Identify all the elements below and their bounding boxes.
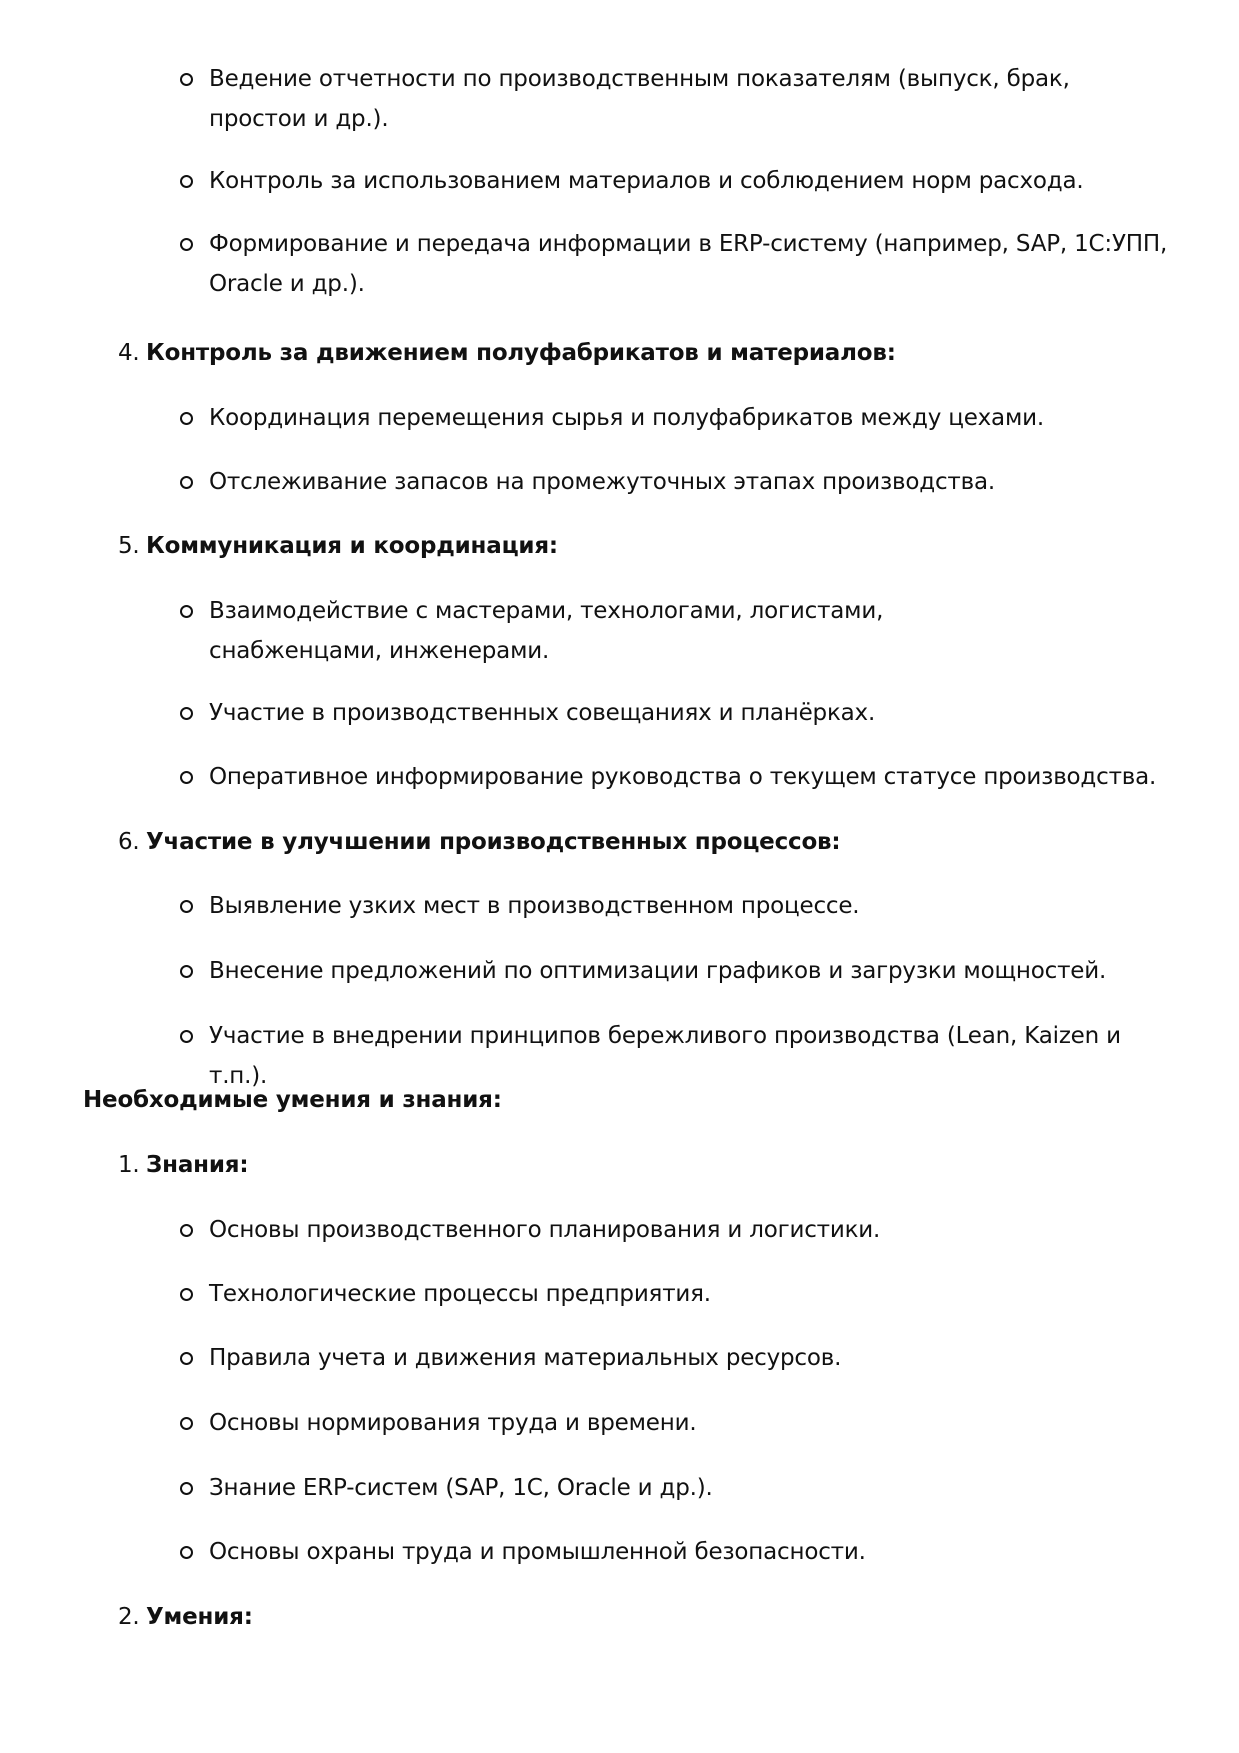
list-item-text: Участие в внедрении принципов бережливого производства (Lean, Kaizen и т.п.). [209, 1023, 1121, 1089]
bullet-icon [180, 1482, 193, 1495]
list-item-text: Отслеживание запасов на промежуточных этапах производства. [209, 469, 995, 495]
list-item-text: Координация перемещения сырья и полуфабрикатов между цехами. [209, 405, 1044, 431]
numbered-heading [118, 333, 896, 373]
list-item-text: Основы охраны труда и промышленной безопасности. [209, 1539, 866, 1565]
list-item-text: Ведение отчетности по производственным показателям (выпуск, брак, простои и др.). [209, 66, 1070, 132]
list-item-text: Взаимодействие с мастерами, технологами, логистами, снабженцами, инженерами. [209, 598, 884, 664]
numbered-heading [118, 526, 558, 566]
list-item-text: Знание ERP-систем (SAP, 1С, Oracle и др.). [209, 1475, 713, 1501]
list-item-text: Выявление узких мест в производственном процессе. [209, 893, 860, 919]
list-number: 4. [118, 340, 140, 366]
bullet-icon [180, 1224, 193, 1237]
bullet-icon [180, 238, 193, 251]
bullet-icon [180, 605, 193, 618]
group-heading: Умения: [146, 1604, 253, 1630]
list-number: 5. [118, 533, 140, 559]
section-heading: Контроль за движением полуфабрикатов и материалов: [146, 340, 896, 366]
list-number: 2. [118, 1604, 140, 1630]
list-item-text: Участие в производственных совещаниях и планёрках. [209, 700, 876, 726]
list-item-text: Основы нормирования труда и времени. [209, 1410, 697, 1436]
bullet-icon [180, 900, 193, 913]
bullet-icon [180, 1417, 193, 1430]
skills-title: Необходимые умения и знания: [83, 1087, 502, 1113]
list-item-text: Технологические процессы предприятия. [209, 1281, 711, 1307]
bullet-icon [180, 965, 193, 978]
list-number: 1. [118, 1152, 140, 1178]
bullet-icon [180, 707, 193, 720]
bullet-icon [180, 476, 193, 489]
group-heading: Знания: [146, 1152, 249, 1178]
list-number: 6. [118, 829, 140, 855]
numbered-heading [118, 822, 840, 862]
section-heading: Участие в улучшении производственных процессов: [146, 829, 841, 855]
list-item-text: Оперативное информирование руководства о текущем статусе производства. [209, 764, 1157, 790]
numbered-heading [118, 1597, 253, 1637]
bullet-icon [180, 412, 193, 425]
bullet-icon [180, 175, 193, 188]
bullet-icon [180, 1352, 193, 1365]
bullet-icon [180, 1288, 193, 1301]
section-heading: Коммуникация и координация: [146, 533, 558, 559]
bullet-icon [180, 1030, 193, 1043]
list-item-text: Формирование и передача информации в ERP-систему (например, SAP, 1С:УПП, Oracle и др.). [209, 231, 1168, 297]
bullet-icon [180, 771, 193, 784]
list-item-text: Правила учета и движения материальных ресурсов. [209, 1345, 842, 1371]
list-item-text: Контроль за использованием материалов и соблюдением норм расхода. [209, 168, 1084, 194]
bullet-icon [180, 1546, 193, 1559]
list-item-text: Внесение предложений по оптимизации графиков и загрузки мощностей. [209, 958, 1107, 984]
bullet-icon [180, 73, 193, 86]
numbered-heading [118, 1145, 248, 1185]
list-item-text: Основы производственного планирования и логистики. [209, 1217, 881, 1243]
